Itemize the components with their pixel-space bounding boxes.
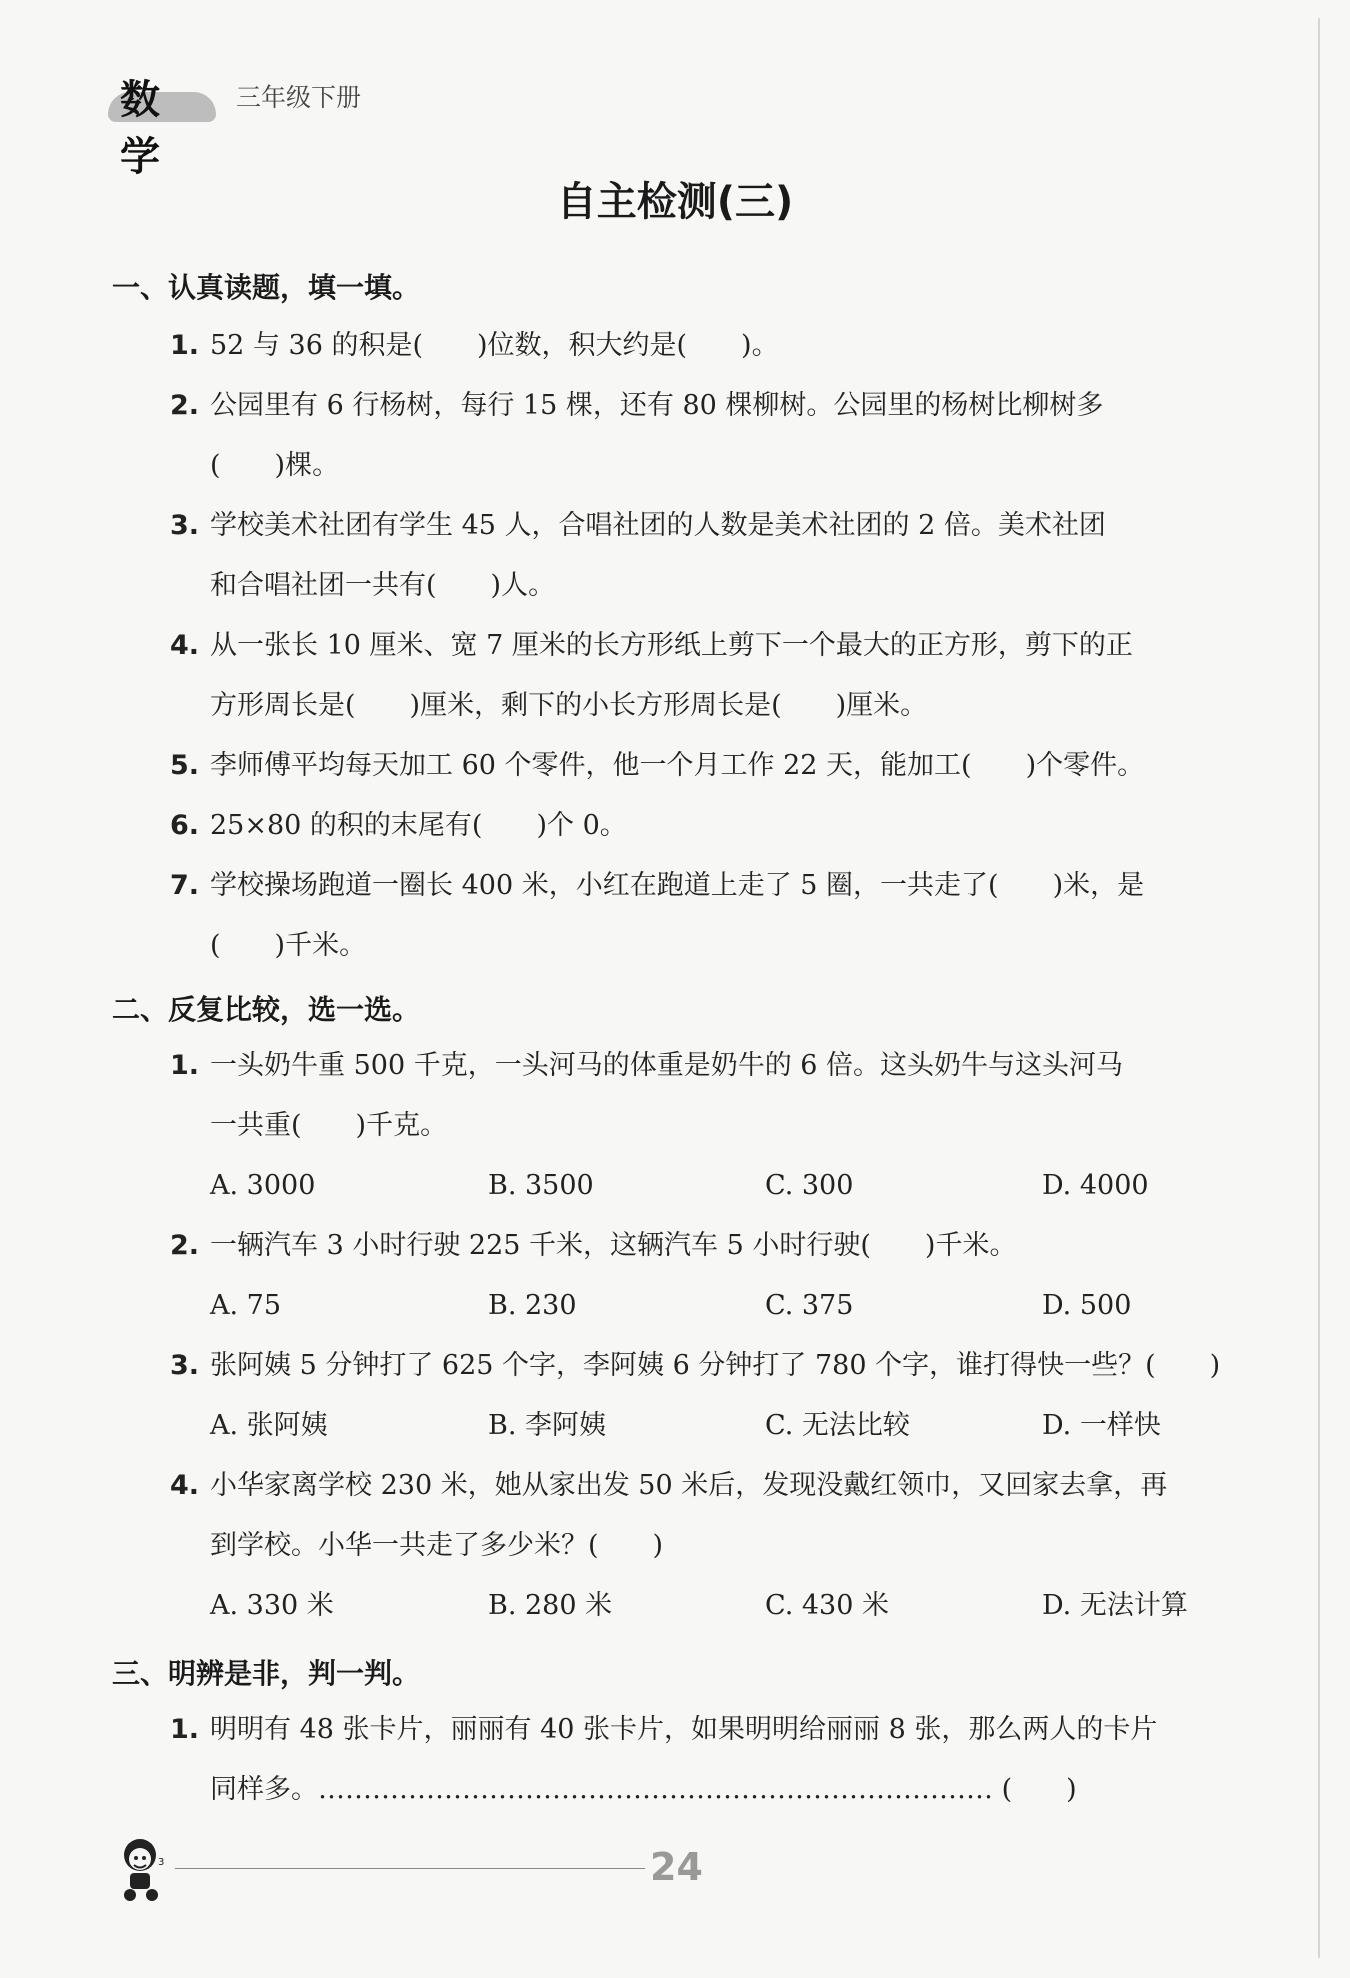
question-text: 李师傅平均每天加工 60 个零件，他一个月工作 22 天，能加工( )个零件。 <box>210 750 1145 781</box>
option-b: B. 李阿姨 <box>488 1410 607 1441</box>
option-d: D. 4000 <box>1042 1170 1149 1201</box>
question-text: 从一张长 10 厘米、宽 7 厘米的长方形纸上剪下一个最大的正方形，剪下的正 <box>210 630 1133 661</box>
question-number: 2. <box>170 390 200 421</box>
footer-rule <box>175 1868 645 1869</box>
page-title: 自主检测(三) <box>556 179 794 225</box>
option-b: B. 230 <box>488 1290 577 1321</box>
option-c: C. 无法比较 <box>765 1410 910 1441</box>
question-text: 一头奶牛重 500 千克，一头河马的体重是奶牛的 6 倍。这头奶牛与这头河马 <box>210 1050 1124 1081</box>
option-b: B. 280 米 <box>488 1590 613 1621</box>
option-b: B. 3500 <box>488 1170 594 1201</box>
option-a: A. 张阿姨 <box>210 1410 328 1441</box>
question-continuation: 方形周长是( )厘米，剩下的小长方形周长是( )厘米。 <box>210 690 928 721</box>
option-c: C. 430 米 <box>765 1590 889 1621</box>
question-number: 3. <box>170 510 200 541</box>
page-edge <box>1318 18 1320 1958</box>
option-c: C. 375 <box>765 1290 854 1321</box>
question-text: 一辆汽车 3 小时行驶 225 千米，这辆汽车 5 小时行驶( )千米。 <box>210 1230 1017 1261</box>
section-two-heading: 二、反复比较，选一选。 <box>112 993 421 1026</box>
option-d: D. 无法计算 <box>1042 1590 1188 1621</box>
subject-label: 数学 <box>120 77 162 180</box>
section-three-heading: 三、明辨是非，判一判。 <box>112 1657 421 1690</box>
question-number: 3. <box>170 1350 200 1381</box>
question-continuation: ( )棵。 <box>210 450 340 481</box>
grade-label: 三年级下册 <box>236 83 362 112</box>
option-c: C. 300 <box>765 1170 854 1201</box>
question-text: 学校美术社团有学生 45 人，合唱社团的人数是美术社团的 2 倍。美术社团 <box>210 510 1106 541</box>
question-number: 1. <box>170 330 200 361</box>
question-continuation: 一共重( )千克。 <box>210 1110 448 1141</box>
question-number: 7. <box>170 870 200 901</box>
question-number: 1. <box>170 1714 200 1745</box>
question-number: 6. <box>170 810 200 841</box>
question-continuation: 同样多。………………………………………………………………… ( ) <box>210 1774 1077 1805</box>
question-number: 4. <box>170 630 200 661</box>
question-text: 25×80 的积的末尾有( )个 0。 <box>210 810 627 841</box>
question-text: 学校操场跑道一圈长 400 米，小红在跑道上走了 5 圈，一共走了( )米，是 <box>210 870 1145 901</box>
question-text: 52 与 36 的积是( )位数，积大约是( )。 <box>210 330 779 361</box>
question-number: 1. <box>170 1050 200 1081</box>
section-one-heading: 一、认真读题，填一填。 <box>112 271 421 304</box>
question-number: 5. <box>170 750 200 781</box>
question-continuation: 和合唱社团一共有( )人。 <box>210 570 556 601</box>
question-text: 明明有 48 张卡片，丽丽有 40 张卡片，如果明明给丽丽 8 张，那么两人的卡片 <box>210 1714 1158 1745</box>
question-text: 张阿姨 5 分钟打了 625 个字，李阿姨 6 分钟打了 780 个字，谁打得快一些？( ) <box>210 1350 1221 1381</box>
question-text: 小华家离学校 230 米，她从家出发 50 米后，发现没戴红领巾，又回家去拿，再 <box>210 1470 1168 1501</box>
question-text: 公园里有 6 行杨树，每行 15 棵，还有 80 棵柳树。公园里的杨树比柳树多 <box>210 390 1104 421</box>
question-number: 2. <box>170 1230 200 1261</box>
option-a: A. 75 <box>210 1290 282 1321</box>
option-d: D. 一样快 <box>1042 1410 1161 1441</box>
mascot-icon <box>110 1835 174 1905</box>
page-number: 24 <box>650 1845 703 1889</box>
option-a: A. 330 米 <box>210 1590 334 1621</box>
question-continuation: 到学校。小华一共走了多少米？( ) <box>210 1530 664 1561</box>
svg-text:3: 3 <box>158 1857 165 1868</box>
option-d: D. 500 <box>1042 1290 1132 1321</box>
question-number: 4. <box>170 1470 200 1501</box>
question-continuation: ( )千米。 <box>210 930 367 961</box>
option-a: A. 3000 <box>210 1170 316 1201</box>
